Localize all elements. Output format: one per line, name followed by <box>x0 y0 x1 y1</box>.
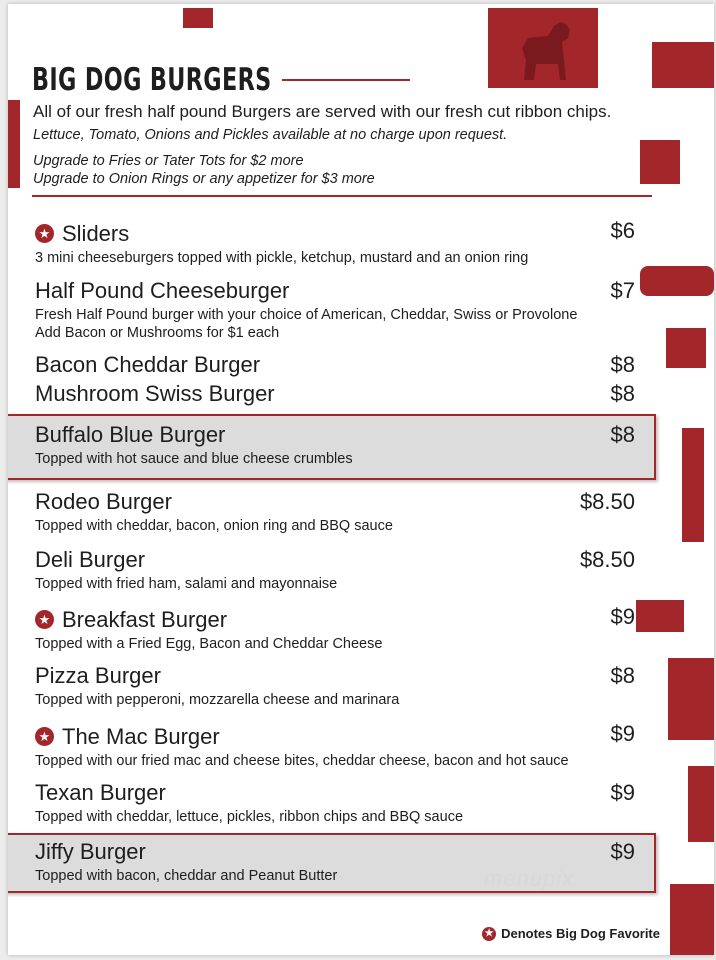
item-name: Half Pound Cheeseburger <box>35 278 290 303</box>
menu-item-half-pound <box>35 278 635 342</box>
menu-item-deli <box>35 547 635 593</box>
item-name: Pizza Burger <box>35 663 161 688</box>
menu-item-rodeo <box>35 489 635 535</box>
item-price: $6 <box>610 218 635 243</box>
item-price: $8 <box>610 663 635 688</box>
item-price: $8.50 <box>579 489 635 514</box>
page-title: BIG DOG BURGERS <box>32 62 272 98</box>
footer-text: Denotes Big Dog Favorite <box>501 926 660 941</box>
menu-item-mushroom-swiss <box>35 381 635 407</box>
item-desc: Topped with cheddar, bacon, onion ring and BBQ sauce <box>35 518 393 534</box>
item-name: Deli Burger <box>35 547 146 572</box>
item-desc: Topped with fried ham, salami and mayonnaise <box>35 576 338 592</box>
item-desc: Topped with hot sauce and blue cheese crumbles <box>35 451 353 467</box>
item-name: Buffalo Blue Burger <box>35 422 226 447</box>
item-desc: Topped with cheddar, lettuce, pickles, ribbon chips and BBQ sauce <box>35 809 464 825</box>
item-name: Mushroom Swiss Burger <box>35 381 275 406</box>
item-desc: Fresh Half Pound burger with your choice of American, Cheddar, Swiss or Provolone <box>35 307 578 323</box>
item-price: $7 <box>610 278 635 303</box>
item-price: $8 <box>610 422 635 447</box>
item-name: Rodeo Burger <box>35 489 172 514</box>
watermark: menupix <box>484 866 575 891</box>
item-price: $8 <box>610 352 635 377</box>
intro-line: Upgrade to Onion Rings or any appetizer for $3 more <box>33 171 375 187</box>
item-price: $8 <box>610 381 635 406</box>
item-desc: Topped with a Fried Egg, Bacon and Cheddar Cheese <box>35 635 383 652</box>
intro-line: Lettuce, Tomato, Onions and Pickles available at no charge upon request. <box>33 127 508 143</box>
item-name: Jiffy Burger <box>35 839 146 864</box>
menu-item-texan <box>35 780 635 826</box>
menu-items <box>8 4 714 955</box>
menu-item-breakfast <box>35 604 635 653</box>
footer-legend <box>482 926 660 941</box>
item-name: Bacon Cheddar Burger <box>35 352 261 377</box>
menu-item-bacon-cheddar <box>35 352 635 378</box>
intro-line: Upgrade to Fries or Tater Tots for $2 more <box>33 153 304 169</box>
intro-main: All of our fresh half pound Burgers are served with our fresh cut ribbon chips. <box>33 102 612 121</box>
item-desc-2: Add Bacon or Mushrooms for $1 each <box>35 325 280 341</box>
item-price: $8.50 <box>579 547 635 572</box>
item-desc: Topped with bacon, cheddar and Peanut Butter <box>35 868 338 884</box>
item-desc: Topped with pepperoni, mozzarella cheese and marinara <box>35 692 400 708</box>
item-desc: Topped with our fried mac and cheese bites, cheddar cheese, bacon and hot sauce <box>35 752 569 769</box>
item-name: The Mac Burger <box>62 723 220 749</box>
item-name: Sliders <box>62 220 130 246</box>
menu-item-mac <box>35 721 635 770</box>
star-icon: ★ <box>482 927 496 941</box>
item-desc: 3 mini cheeseburgers topped with pickle, ketchup, mustard and an onion ring <box>35 249 529 266</box>
item-price: $9 <box>610 721 635 746</box>
item-price: $9 <box>610 839 635 864</box>
star-icon: ★ <box>35 610 54 629</box>
item-name: Texan Burger <box>35 780 166 805</box>
menu-item-sliders <box>35 218 635 267</box>
menu-item-buffalo-blue <box>35 422 635 468</box>
item-name: Breakfast Burger <box>62 606 228 632</box>
menu-item-pizza <box>35 663 635 709</box>
star-icon: ★ <box>35 224 54 243</box>
item-price: $9 <box>610 780 635 805</box>
item-price: $9 <box>610 604 635 629</box>
menu-page <box>8 4 714 955</box>
star-icon: ★ <box>35 727 54 746</box>
